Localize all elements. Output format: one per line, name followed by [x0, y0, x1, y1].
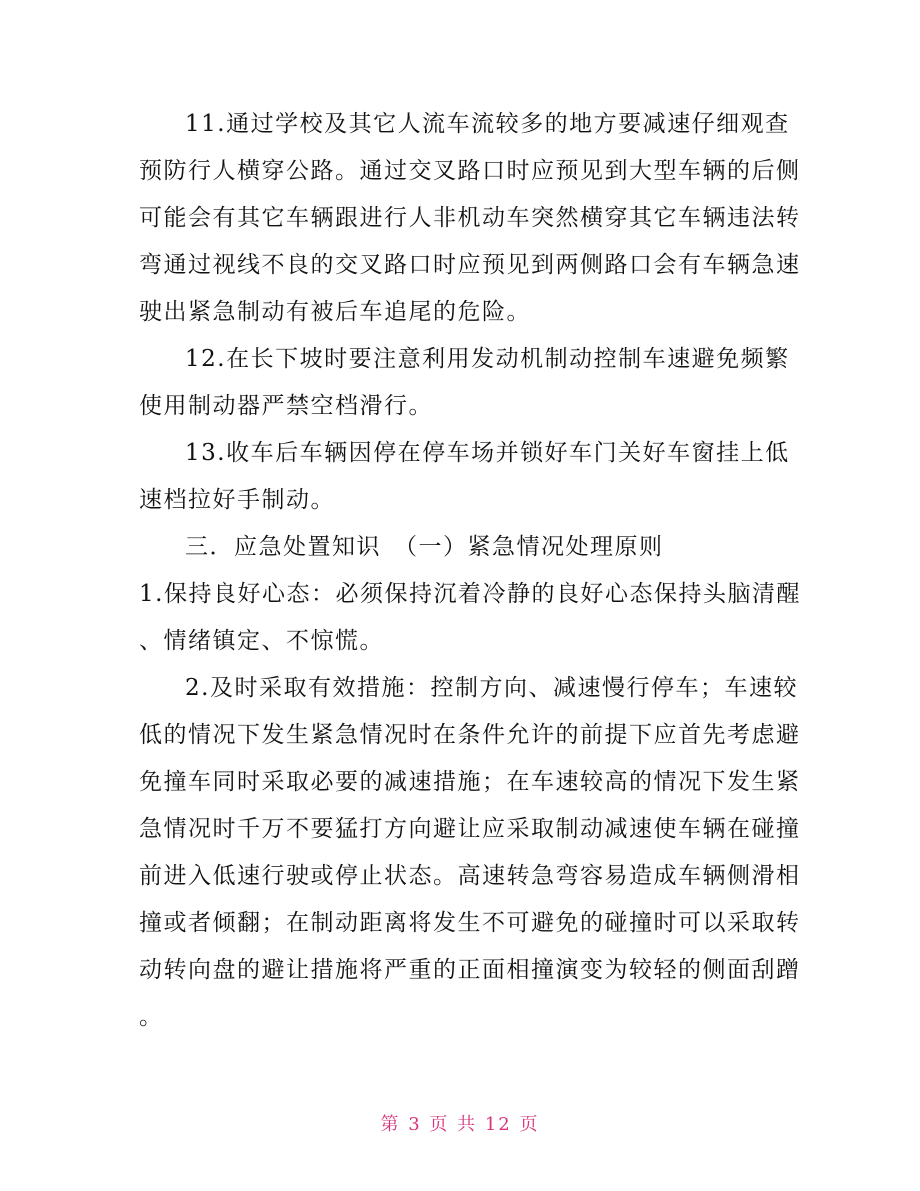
section-heading: 三．应急处置知识 （一）紧急情况处理原则 — [185, 534, 664, 560]
principle-2-line-2: 低的情况下发生紧急情况时在条件允许的前提下应首先考虑避 — [139, 722, 801, 748]
principle-2-line-3: 免撞车同时采取必要的减速措施；在车速较高的情况下发生紧 — [139, 769, 801, 795]
paragraph-12-line-1: 12.在长下坡时要注意利用发动机制动控制车速避免频繁 — [185, 346, 790, 372]
principle-2-line-7: 动转向盘的避让措施将严重的正面相撞演变为较轻的侧面刮蹭 — [139, 957, 801, 983]
paragraph-11-line-5: 驶出紧急制动有被后车追尾的危险。 — [139, 299, 531, 325]
principle-2-line-6: 撞或者倾翻；在制动距离将发生不可避免的碰撞时可以采取转 — [139, 910, 801, 936]
paragraph-11-line-2: 预防行人横穿公路。通过交叉路口时应预见到大型车辆的后侧 — [139, 158, 801, 184]
principle-2-line-4: 急情况时千万不要猛打方向避让应采取制动减速使车辆在碰撞 — [139, 816, 801, 842]
principle-1-line-2: 、情绪镇定、不惊慌。 — [139, 628, 384, 654]
paragraph-11-line-3: 可能会有其它车辆跟进行人非机动车突然横穿其它车辆违法转 — [139, 205, 801, 231]
principle-2-line-8: 。 — [139, 1004, 164, 1030]
paragraph-13-line-1: 13.收车后车辆因停在停车场并锁好车门关好车窗挂上低 — [185, 440, 790, 466]
paragraph-11-line-1: 11.通过学校及其它人流车流较多的地方要减速仔细观查 — [185, 111, 790, 137]
paragraph-12-line-2: 使用制动器严禁空档滑行。 — [139, 393, 433, 419]
paragraph-11-line-4: 弯通过视线不良的交叉路口时应预见到两侧路口会有车辆急速 — [139, 252, 801, 278]
page-number-footer: 第 3 页 共 12 页 — [380, 1114, 540, 1135]
principle-2-line-5: 前进入低速行驶或停止状态。高速转急弯容易造成车辆侧滑相 — [139, 863, 801, 889]
principle-1-line-1: 1.保持良好心态：必须保持沉着冷静的良好心态保持头脑清醒 — [139, 581, 801, 607]
paragraph-13-line-2: 速档拉好手制动。 — [139, 487, 335, 513]
document-body — [139, 101, 801, 1041]
principle-2-line-1: 2.及时采取有效措施：控制方向、减速慢行停车；车速较 — [185, 675, 798, 701]
